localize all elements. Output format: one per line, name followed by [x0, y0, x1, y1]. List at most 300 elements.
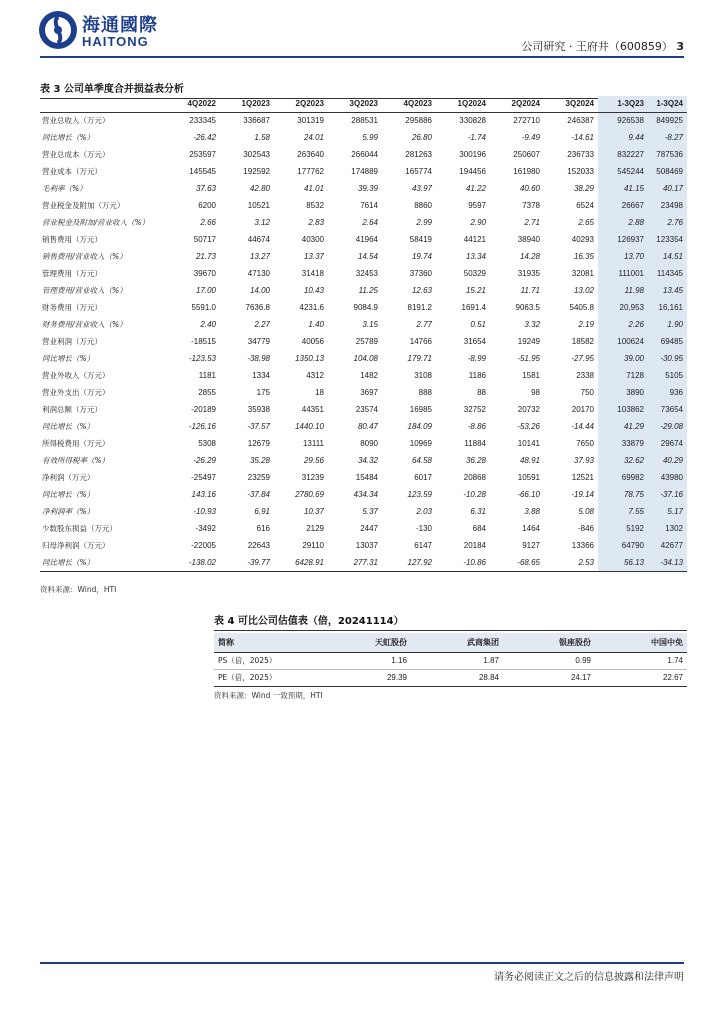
table-cell: 13366	[571, 541, 594, 550]
row-label: 同比增长（%）	[42, 133, 95, 142]
table-cell: -26.29	[193, 456, 216, 465]
table-cell: 2.66	[200, 218, 216, 227]
table-cell: 5591.0	[191, 303, 216, 312]
table-cell: 152033	[567, 167, 594, 176]
table-cell: 25789	[355, 337, 378, 346]
table3-column-header: 1-3Q23	[598, 96, 648, 112]
table-cell: 1.74	[595, 652, 687, 669]
table-cell: 3.88	[524, 507, 540, 516]
table-cell: 5105	[648, 367, 687, 384]
table-cell: 330828	[459, 116, 486, 126]
table-cell: 44351	[301, 405, 324, 414]
table-cell: 10521	[247, 201, 270, 210]
table-cell: 37.63	[195, 184, 216, 193]
table-cell: 1.16	[319, 652, 411, 669]
table4-column-header: 银座股份	[503, 633, 595, 652]
table-cell: 37.93	[573, 456, 594, 465]
table-cell: 272710	[513, 116, 540, 126]
table-cell: 10.43	[303, 286, 324, 295]
table-cell: 2447	[360, 524, 378, 533]
table-cell: 15484	[355, 473, 378, 482]
row-label: 营业外支出（万元）	[42, 388, 110, 397]
table-cell: 5192	[598, 520, 648, 537]
table-cell: 2338	[576, 371, 594, 380]
table-cell: 8191.2	[407, 303, 432, 312]
table-cell: 127.92	[382, 554, 436, 571]
table-cell: 98	[531, 388, 540, 397]
table-cell: -25497	[191, 473, 216, 482]
table-cell: 16.35	[573, 252, 594, 261]
table-cell: 69982	[598, 469, 648, 486]
table-cell: 40.60	[519, 184, 540, 193]
table-cell: -8.86	[467, 422, 486, 431]
table-cell: 11884	[464, 439, 486, 448]
table-cell: 8532	[306, 201, 324, 210]
logo-text-cn: 海通國際	[82, 15, 158, 36]
table-cell: 17.00	[195, 286, 216, 295]
table-cell: 13.70	[598, 248, 648, 265]
table-cell: 39670	[193, 269, 216, 278]
table-cell: 88	[477, 388, 486, 397]
table-row	[40, 554, 687, 571]
row-label: 有效所得税率（%）	[42, 456, 110, 465]
table-cell: 64.58	[411, 456, 432, 465]
table-cell: 9063.5	[515, 303, 540, 312]
table-cell: 2.26	[598, 316, 648, 333]
table-row	[214, 669, 687, 686]
table-row	[40, 282, 687, 299]
table3-column-header: 4Q2022	[170, 96, 220, 112]
table-cell: -27.95	[571, 354, 594, 363]
table-cell: 114345	[648, 265, 687, 282]
footer-disclaimer: 请务必阅读正文之后的信息披露和法律声明	[494, 972, 684, 983]
table-row	[40, 197, 687, 214]
table-cell: 174889	[351, 167, 378, 176]
table-cell: 24.17	[503, 669, 595, 686]
table-cell: 2.88	[598, 214, 648, 231]
table-cell: 50717	[193, 235, 216, 244]
table-cell: -10.28	[463, 490, 486, 499]
table-cell: 1186	[468, 371, 486, 380]
table-cell: 10591	[517, 473, 540, 482]
table-cell: 28.84	[411, 669, 503, 686]
table-cell: 2.64	[362, 218, 378, 227]
table-cell: -51.95	[517, 354, 540, 363]
table-cell: 20868	[463, 473, 486, 482]
row-label: 财务费用/营业收入（%）	[42, 320, 127, 329]
table-cell: 13.27	[249, 252, 270, 261]
table-cell: 11.71	[520, 286, 540, 295]
table-cell: 24.01	[303, 133, 324, 142]
haitong-logo	[38, 8, 188, 52]
table4-source: 资料来源：Wind 一致预期，HTI	[214, 691, 323, 700]
table-cell: -138.02	[170, 554, 220, 571]
table-cell: 250607	[513, 150, 540, 159]
table-cell: 2.99	[416, 218, 432, 227]
haitong-logo-icon	[38, 10, 78, 50]
table-cell: 39.00	[598, 350, 648, 367]
table-row	[40, 520, 687, 537]
table-cell: 2.71	[524, 218, 540, 227]
table-cell: -68.65	[490, 554, 544, 571]
table-cell: 41.15	[598, 180, 648, 197]
table-cell: 44121	[463, 235, 486, 244]
table-cell: 11.25	[358, 286, 378, 295]
table-cell: 104.08	[353, 354, 378, 363]
table-cell: 194456	[459, 167, 486, 176]
table-cell: 12521	[571, 473, 594, 482]
table-cell: 2.53	[544, 554, 598, 571]
table-row	[40, 537, 687, 554]
table-cell: 10.37	[303, 507, 324, 516]
table-cell: 300196	[459, 150, 486, 159]
table-cell: 8090	[360, 439, 378, 448]
table-cell: 2.19	[578, 320, 594, 329]
table-cell: 2129	[306, 524, 324, 533]
report-header-info	[521, 38, 684, 54]
table-cell: 10141	[517, 439, 540, 448]
table-cell: 37360	[409, 269, 432, 278]
table-cell: 1.87	[411, 652, 503, 669]
table-cell: 32453	[355, 269, 378, 278]
table-row	[40, 333, 687, 350]
header-divider	[40, 56, 684, 58]
table-cell: 56.13	[598, 554, 648, 571]
table-cell: -37.16	[648, 486, 687, 503]
table3-column-header: 2Q2024	[490, 96, 544, 112]
table-cell: 281263	[405, 150, 432, 159]
table-cell: 145545	[189, 167, 216, 176]
table-cell: 23498	[648, 197, 687, 214]
table-cell: 13.02	[573, 286, 594, 295]
table-cell: -1.74	[467, 133, 486, 142]
table-cell: 1181	[198, 371, 216, 380]
table-row	[40, 418, 687, 435]
table-cell: -38.98	[247, 354, 270, 363]
table-row	[40, 299, 687, 316]
table-row	[40, 384, 687, 401]
report-info: 公司研究 · 王府井（600859）	[521, 40, 673, 53]
table-row	[40, 214, 687, 231]
table-cell: -39.77	[220, 554, 274, 571]
row-label: 营业总收入（万元）	[42, 116, 110, 126]
table-cell: -846	[577, 524, 594, 533]
table-cell: 69485	[648, 333, 687, 350]
table-cell: 1464	[522, 524, 540, 533]
table-cell: 6017	[414, 473, 432, 482]
table-cell: -8.99	[467, 354, 486, 363]
table-cell: 123354	[648, 231, 687, 248]
table-cell: 32.62	[598, 452, 648, 469]
table-cell: 100624	[598, 333, 648, 350]
table-cell: 78.75	[598, 486, 648, 503]
table-cell: 31239	[301, 473, 324, 482]
table-cell: 13.34	[465, 252, 486, 261]
table-cell: -8.27	[648, 129, 687, 146]
table-cell: 545244	[598, 163, 648, 180]
table-cell: 1334	[252, 371, 270, 380]
table-cell: 26667	[598, 197, 648, 214]
table-cell: 29110	[302, 541, 324, 550]
table-cell: 2.27	[254, 320, 270, 329]
table4-column-header: 武商集团	[411, 633, 503, 652]
table-row	[40, 469, 687, 486]
row-label: 同比增长（%）	[42, 490, 95, 499]
table-cell: 29.39	[319, 669, 411, 686]
table-cell: 19249	[517, 337, 540, 346]
table-cell: 14.00	[249, 286, 270, 295]
table-cell: 48.91	[519, 456, 540, 465]
table-cell: 16985	[409, 405, 432, 414]
table3-column-header: 3Q2024	[544, 96, 598, 112]
table-cell: 43.97	[411, 184, 432, 193]
table3-column-header	[40, 96, 170, 112]
table-cell: 41.22	[465, 184, 486, 193]
row-label: 同比增长（%）	[40, 554, 170, 571]
table-cell: -126.16	[188, 422, 216, 431]
logo-text-en: HAITONG	[82, 34, 149, 49]
table-cell: 20184	[463, 541, 486, 550]
table-cell: 936	[648, 384, 687, 401]
table-cell: 40293	[571, 235, 594, 244]
table-cell: 336687	[243, 116, 270, 126]
table-cell: 42677	[648, 537, 687, 554]
table-cell: 20170	[571, 405, 594, 414]
table-cell: 31418	[301, 269, 324, 278]
table-cell: 44674	[247, 235, 270, 244]
table-cell: 34779	[247, 337, 270, 346]
table-cell: 161980	[513, 167, 540, 176]
row-label: 净利润（万元）	[42, 473, 95, 482]
table-cell: 2780.69	[295, 490, 324, 499]
table-cell: 236733	[567, 150, 594, 159]
table-cell: 33879	[598, 435, 648, 452]
table-cell: 0.51	[470, 320, 486, 329]
table-cell: 32081	[571, 269, 594, 278]
row-label: 所得税费用（万元）	[42, 439, 110, 448]
table-cell: 4231.6	[299, 303, 324, 312]
row-label: 净利润率（%）	[42, 507, 95, 516]
row-label: 利润总额（万元）	[42, 405, 102, 414]
table-cell: 2.90	[470, 218, 486, 227]
footer-divider	[40, 962, 684, 964]
table3-header-row	[40, 96, 687, 112]
table-cell: 508469	[648, 163, 687, 180]
row-label: 营业外收入（万元）	[42, 371, 110, 380]
table-cell: 13.45	[648, 282, 687, 299]
table-cell: 80.47	[357, 422, 378, 431]
table-cell: 23574	[355, 405, 378, 414]
table-cell: -19.14	[571, 490, 594, 499]
table-cell: 64790	[598, 537, 648, 554]
table-cell: -29.08	[648, 418, 687, 435]
table-row	[40, 248, 687, 265]
table-cell: 58419	[409, 235, 432, 244]
table-cell: -123.53	[188, 354, 216, 363]
table-cell: 19.74	[411, 252, 432, 261]
table4-column-header: 中国中免	[595, 633, 687, 652]
table-cell: -53.26	[517, 422, 540, 431]
table-cell: 233345	[189, 116, 216, 126]
table-cell: 434.34	[353, 490, 378, 499]
table-cell: 41.01	[303, 184, 324, 193]
row-label: 营业总成本（万元）	[42, 150, 110, 159]
table3-title: 表 3 公司单季度合并损益表分析	[40, 80, 687, 99]
table-cell: 6147	[414, 541, 432, 550]
row-label: 营业成本（万元）	[42, 167, 102, 176]
row-label: 营业利润（万元）	[42, 337, 102, 346]
table-cell: 165774	[405, 167, 432, 176]
table-row	[40, 231, 687, 248]
table-cell: 6524	[576, 201, 594, 210]
table-cell: 750	[580, 388, 594, 397]
table-cell: 18	[315, 388, 324, 397]
table-cell: 6200	[198, 201, 216, 210]
table-cell: 126937	[598, 231, 648, 248]
table-cell: 6.91	[254, 507, 270, 516]
table-cell: 3.32	[524, 320, 540, 329]
table-row	[40, 503, 687, 520]
row-label: PE（倍，2025）	[214, 669, 319, 686]
table3-column-header: 1Q2023	[220, 96, 274, 112]
table-cell: 3890	[598, 384, 648, 401]
table-cell: 40.17	[648, 180, 687, 197]
table-cell: 253597	[189, 150, 216, 159]
table-cell: 7378	[522, 201, 540, 210]
table-cell: 143.16	[191, 490, 216, 499]
page-number: 3	[676, 40, 684, 53]
row-label: 同比增长（%）	[42, 422, 95, 431]
row-label: 管理费用（万元）	[42, 269, 102, 278]
table-row	[40, 112, 687, 129]
table4-valuation	[214, 633, 687, 687]
table-cell: 35.28	[249, 456, 270, 465]
table-cell: 849925	[648, 112, 687, 129]
table-cell: 32752	[463, 405, 486, 414]
table-cell: 14.28	[519, 252, 540, 261]
table-cell: 123.59	[407, 490, 432, 499]
table-cell: 5405.8	[569, 303, 594, 312]
table-cell: 38.29	[573, 184, 594, 193]
table-cell: 38940	[517, 235, 540, 244]
table-cell: 41964	[355, 235, 378, 244]
table-cell: 1350.13	[295, 354, 324, 363]
table-cell: 832227	[598, 146, 648, 163]
table-row	[40, 452, 687, 469]
row-label: 财务费用（万元）	[42, 303, 102, 312]
row-label: 毛利率（%）	[42, 184, 87, 193]
table-cell: 50329	[463, 269, 486, 278]
table-row	[40, 163, 687, 180]
table-cell: 34.32	[357, 456, 378, 465]
table-cell: 175	[256, 388, 270, 397]
table-cell: 295886	[405, 116, 432, 126]
row-label: 营业税金及附加/营业收入（%）	[42, 218, 150, 227]
table-cell: -130	[415, 524, 432, 533]
table-cell: 288531	[351, 116, 378, 126]
table-cell: 14.54	[357, 252, 378, 261]
table-cell: 5308	[198, 439, 216, 448]
row-label: 销售费用（万元）	[42, 235, 102, 244]
table-cell: 1581	[522, 371, 540, 380]
table-cell: 1691.4	[461, 303, 486, 312]
table-cell: 43980	[648, 469, 687, 486]
table-cell: 246387	[567, 116, 594, 126]
table-cell: 9127	[522, 541, 540, 550]
table-cell: 39.39	[357, 184, 378, 193]
table3-column-header: 1-3Q24	[648, 96, 687, 112]
table-cell: 29674	[648, 435, 687, 452]
table-row	[214, 652, 687, 669]
table-cell: 11.98	[598, 282, 648, 299]
table-cell: 1.58	[254, 133, 270, 142]
table-cell: 7128	[598, 367, 648, 384]
table-cell: 5.37	[362, 507, 378, 516]
table-cell: 29.56	[303, 456, 324, 465]
table-cell: 1.90	[648, 316, 687, 333]
table-cell: 926538	[598, 112, 648, 129]
table-row	[40, 146, 687, 163]
table-cell: 2.83	[308, 218, 324, 227]
row-label: 销售费用/营业收入（%）	[42, 252, 127, 261]
table3-income-statement	[40, 96, 687, 572]
table-cell: -30.95	[648, 350, 687, 367]
table-cell: 111001	[598, 265, 648, 282]
table-cell: -34.13	[648, 554, 687, 571]
table4-column-header: 天虹股份	[319, 633, 411, 652]
table-row	[40, 129, 687, 146]
table-cell: 26.80	[411, 133, 432, 142]
table-cell: 35938	[247, 405, 270, 414]
table-cell: 7614	[360, 201, 378, 210]
table-cell: 179.71	[407, 354, 432, 363]
table4-title: 表 4 可比公司估值表（倍，20241114）	[214, 612, 687, 631]
table-cell: 3108	[414, 371, 432, 380]
table-cell: 9.44	[598, 129, 648, 146]
table-cell: 40056	[301, 337, 324, 346]
table-cell: 7.55	[598, 503, 648, 520]
table-cell: 40.29	[648, 452, 687, 469]
table-cell: 2.76	[648, 214, 687, 231]
table-row	[40, 316, 687, 333]
table4-column-header: 简称	[214, 633, 319, 652]
row-label: 少数股东损益（万元）	[42, 524, 117, 533]
table-cell: 2.40	[200, 320, 216, 329]
table4-header-row	[214, 633, 687, 652]
table-cell: 3.12	[254, 218, 270, 227]
table-cell: 3.15	[362, 320, 378, 329]
table-cell: -9.49	[521, 133, 540, 142]
table-cell: 301319	[297, 116, 324, 126]
table-cell: 13037	[355, 541, 378, 550]
table-cell: 2.65	[578, 218, 594, 227]
table3-column-header: 4Q2023	[382, 96, 436, 112]
table-cell: 20732	[517, 405, 540, 414]
table-cell: -22005	[191, 541, 216, 550]
table-cell: 40300	[301, 235, 324, 244]
table-row	[40, 350, 687, 367]
table-cell: 47130	[247, 269, 270, 278]
table-cell: 15.21	[465, 286, 486, 295]
table-row	[40, 180, 687, 197]
table-cell: 302543	[243, 150, 270, 159]
table-cell: 1440.10	[295, 422, 324, 431]
table-cell: -14.44	[571, 422, 594, 431]
table-cell: 177762	[297, 167, 324, 176]
table-row	[40, 265, 687, 282]
table-cell: 616	[256, 524, 270, 533]
table-cell: 5.99	[362, 133, 378, 142]
